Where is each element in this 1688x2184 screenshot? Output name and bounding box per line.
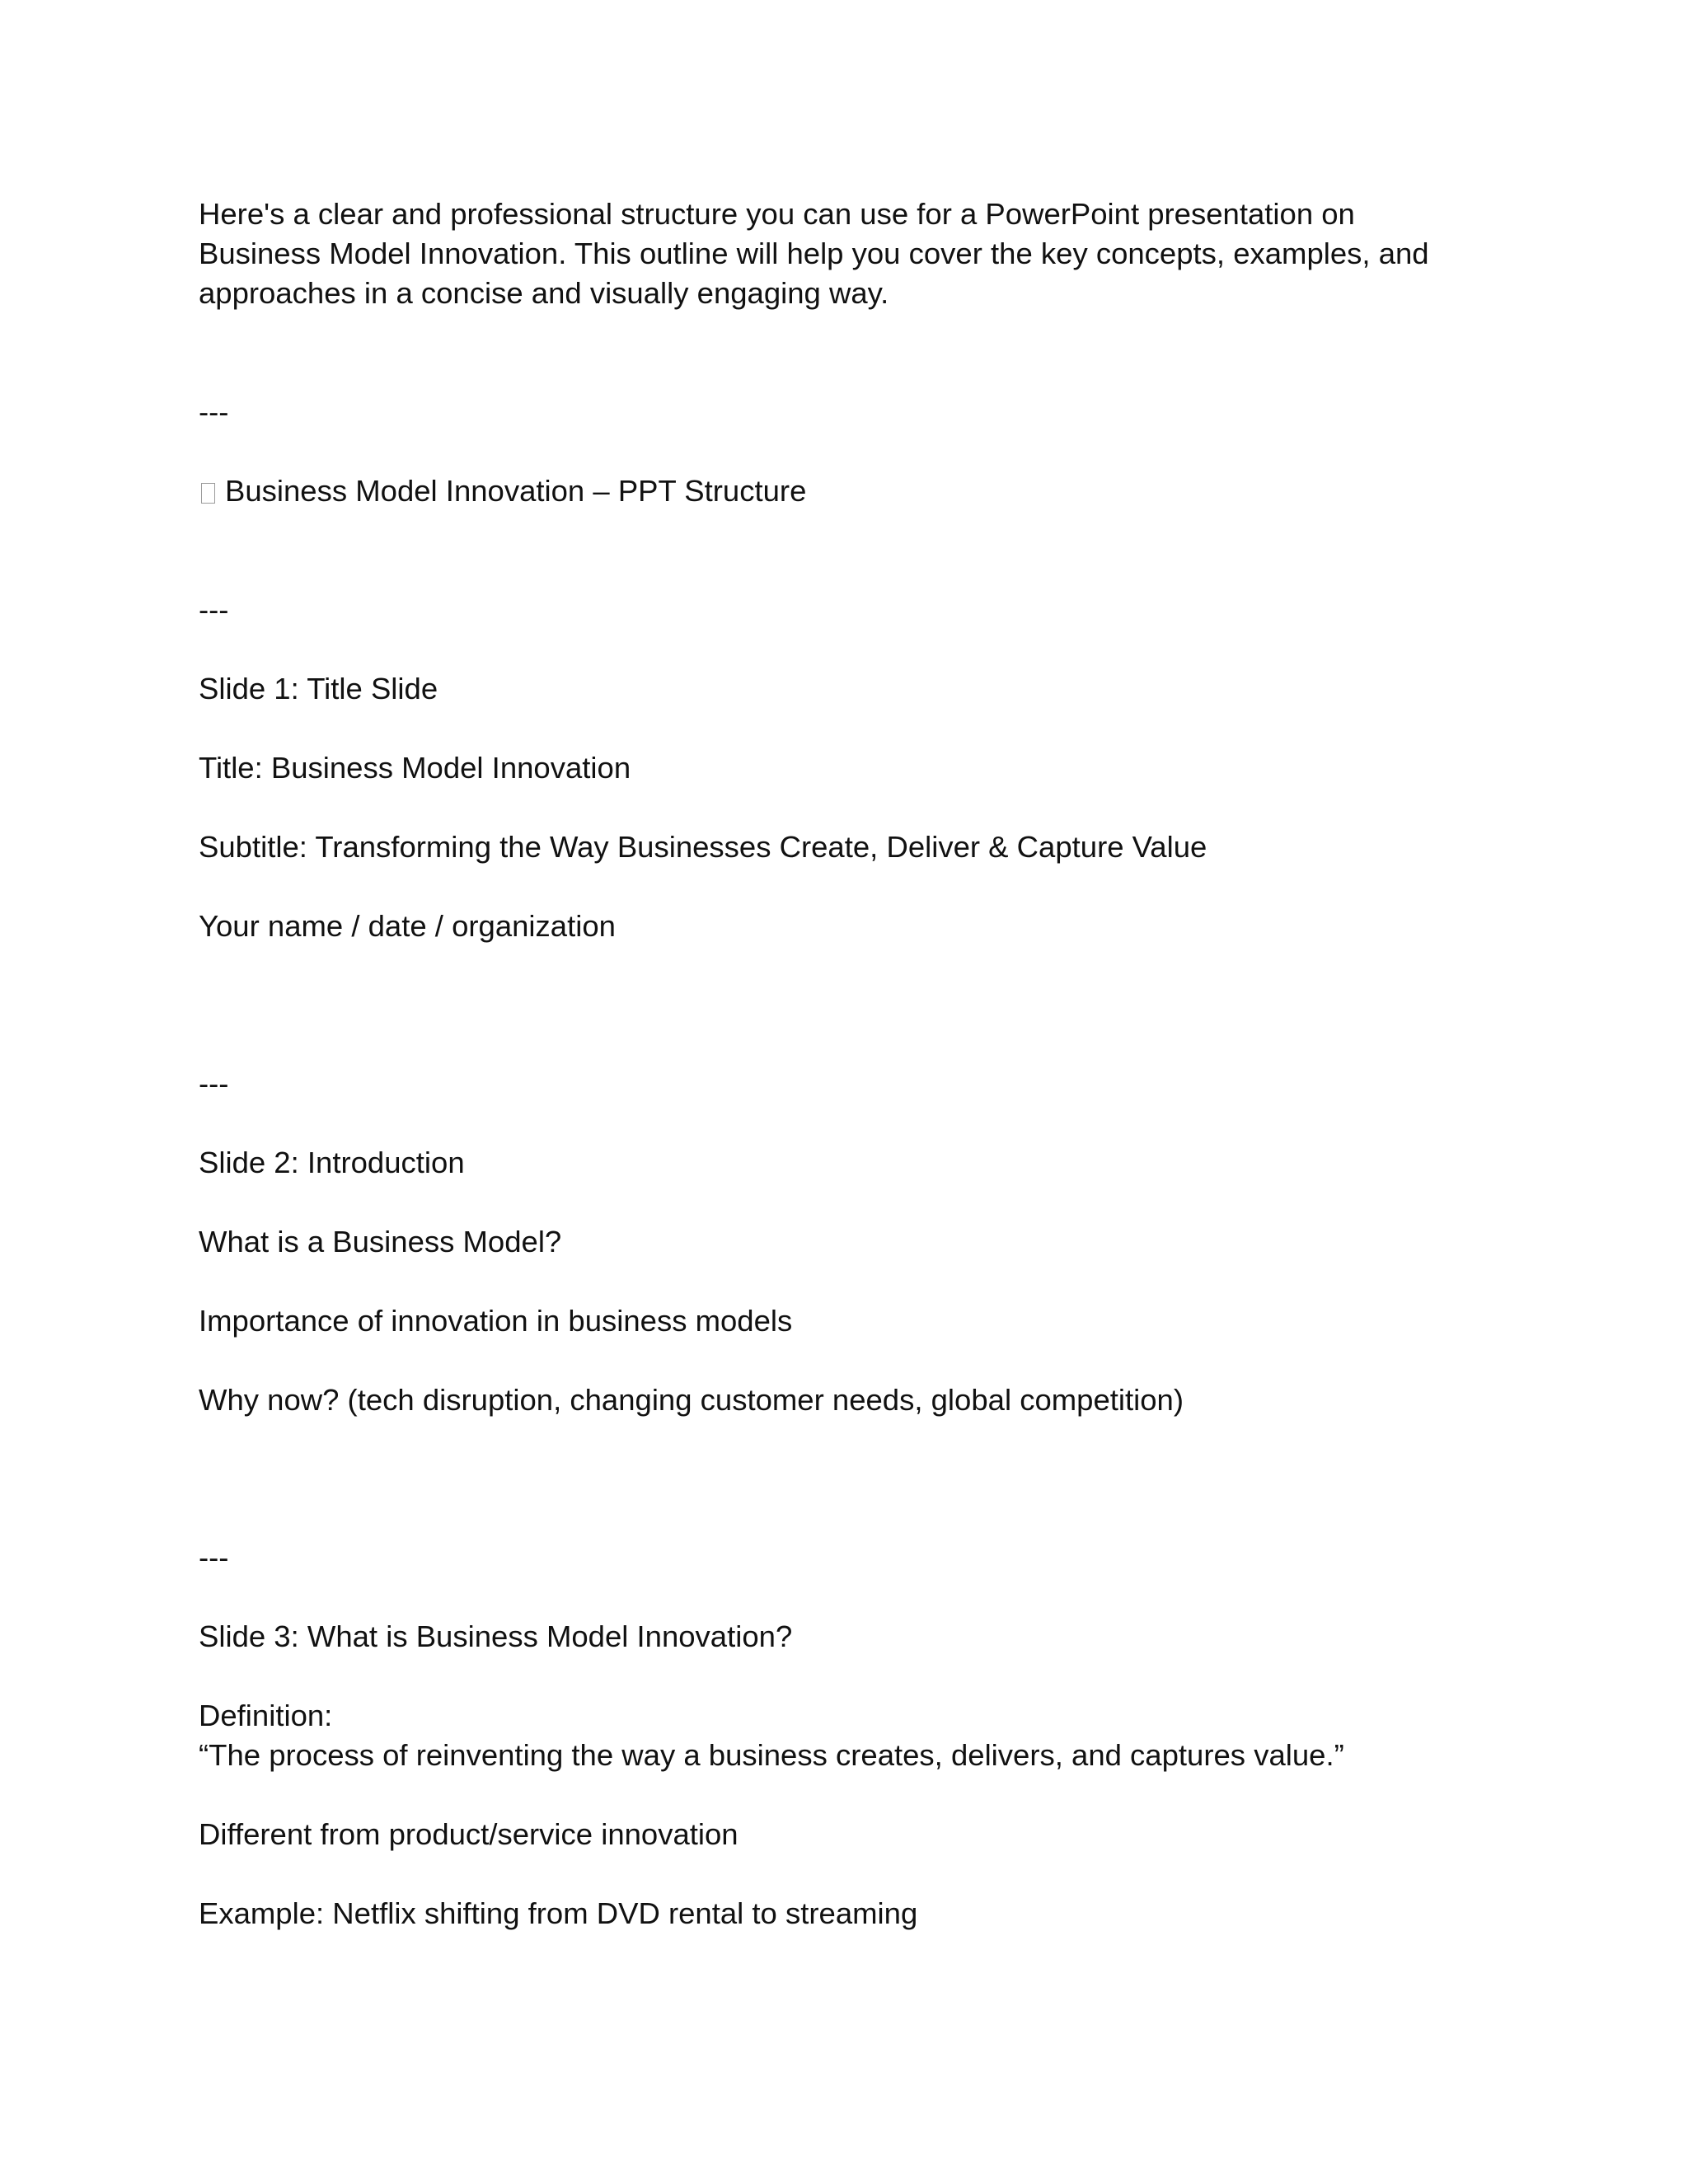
slide-item: Title: Business Model Innovation: [199, 751, 631, 785]
intro-line: Here's a clear and professional structure you can use for a PowerPoint presentation on: [199, 197, 1355, 231]
section-heading-text: Business Model Innovation – PPT Structure: [225, 474, 807, 508]
separator: ---: [199, 593, 229, 626]
slide-item: Your name / date / organization: [199, 909, 616, 943]
slide-title: Slide 1: Title Slide: [199, 672, 438, 705]
section-heading: [199, 471, 806, 511]
intro-line: Business Model Innovation. This outline will help you cover the key concepts, examples, and: [199, 237, 1429, 270]
separator: ---: [199, 1066, 229, 1100]
separator: ---: [199, 1540, 229, 1574]
definition-label: Definition:: [199, 1699, 333, 1732]
slide-title: Slide 2: Introduction: [199, 1146, 465, 1179]
slide-item: Different from product/service innovation: [199, 1817, 738, 1851]
missing-glyph-box-icon: [201, 483, 215, 504]
slide-item: What is a Business Model?: [199, 1225, 562, 1258]
slide-title: Slide 3: What is Business Model Innovation?: [199, 1619, 793, 1653]
slide-item: Subtitle: Transforming the Way Businesses Create, Deliver & Capture Value: [199, 830, 1207, 864]
slide-item: Why now? (tech disruption, changing customer needs, global competition): [199, 1383, 1184, 1417]
separator: ---: [199, 395, 229, 429]
slide-item: Example: Netflix shifting from DVD rental to streaming: [199, 1896, 918, 1930]
intro-line: approaches in a concise and visually engaging way.: [199, 276, 889, 310]
slide-item: Importance of innovation in business models: [199, 1304, 793, 1338]
definition-quote: “The process of reinventing the way a business creates, delivers, and captures value.”: [199, 1738, 1344, 1772]
